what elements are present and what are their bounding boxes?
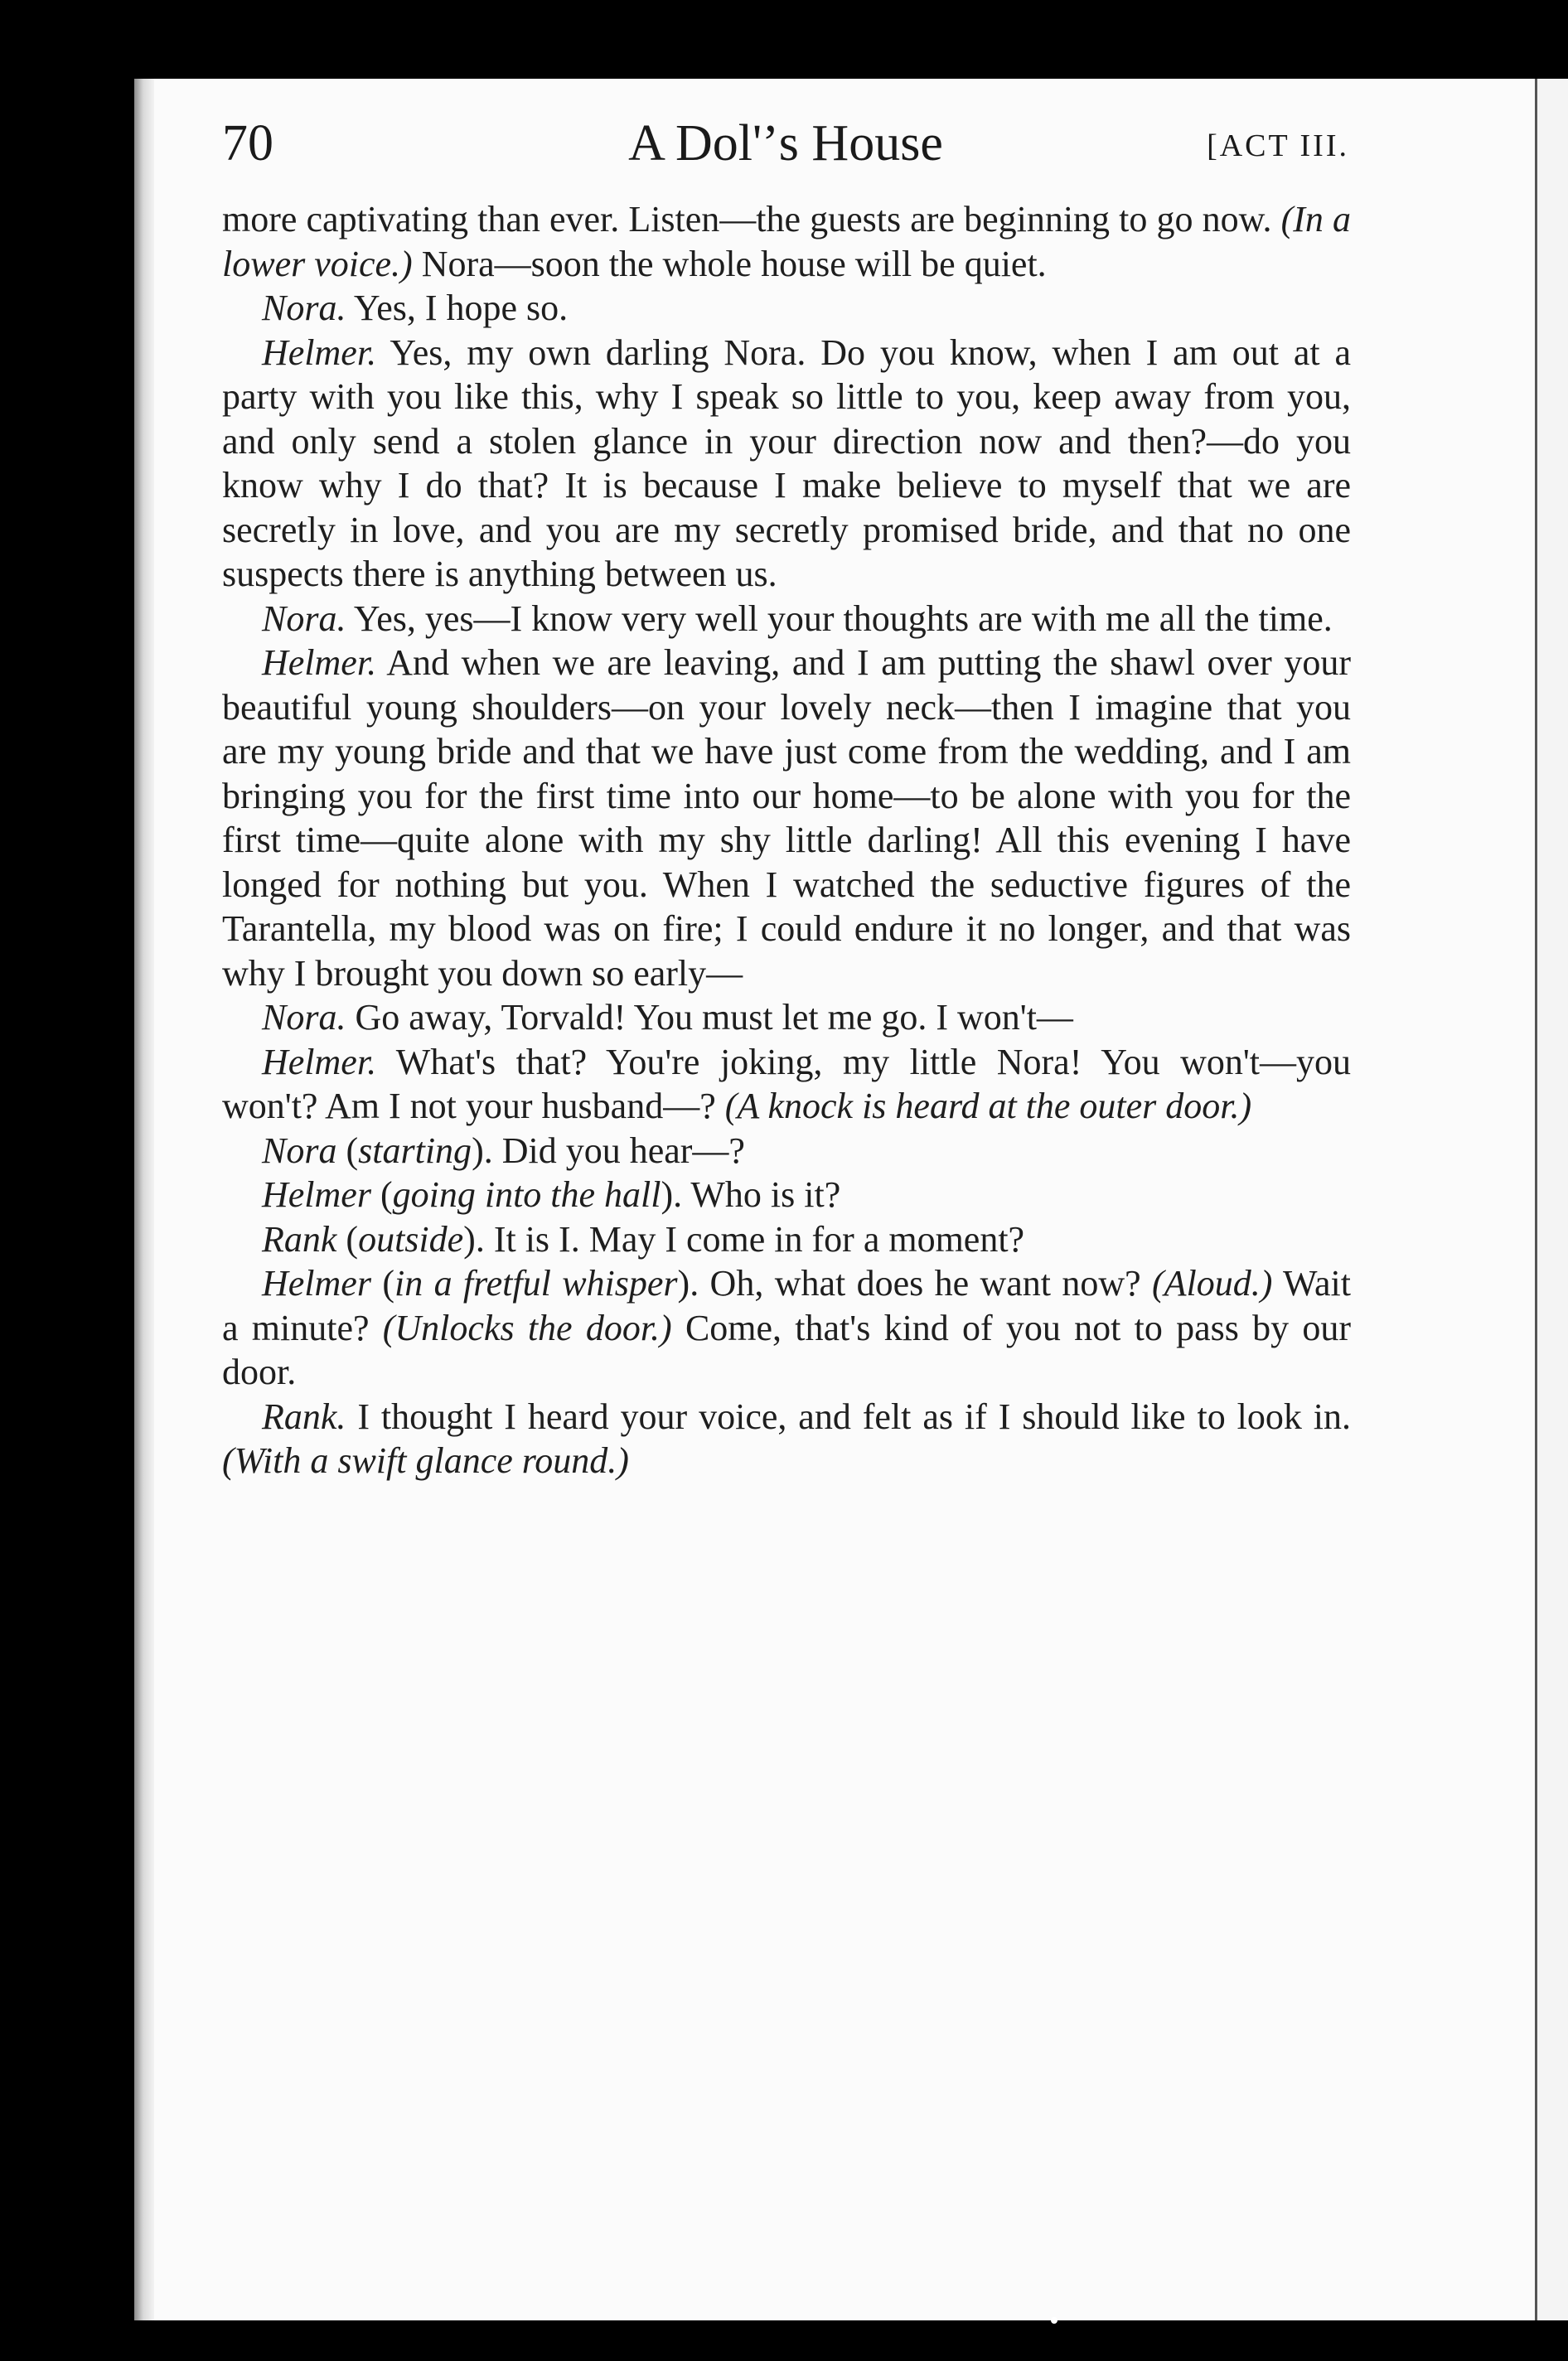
speaker-name: Helmer <box>262 1263 371 1304</box>
dialogue-text: What's that? You're joking, my little Nora! You won't—you won't? Am I not your husband—? <box>222 1041 1351 1126</box>
stage-direction: (A knock is heard at the outer door.) <box>724 1086 1252 1126</box>
play-text <box>222 197 1351 1483</box>
dialogue-text: ). It is I. May I come in for a moment? <box>463 1218 1025 1260</box>
page-gutter <box>134 79 154 2320</box>
stage-direction: (Aloud.) <box>1152 1263 1273 1304</box>
dialogue-paragraph <box>222 286 1351 331</box>
dialogue-text: ). Oh, what does he want now? <box>677 1263 1153 1304</box>
speaker-name: Rank <box>262 1218 337 1260</box>
speaker-name: Nora. <box>262 288 346 328</box>
dialogue-text: Yes, I hope so. <box>346 288 569 328</box>
dialogue-paragraph <box>222 1395 1351 1483</box>
dialogue-text: ( <box>336 1218 359 1260</box>
scan-speck <box>1051 2317 1057 2324</box>
facing-page-edge <box>1535 79 1568 2320</box>
stage-direction: starting <box>358 1130 472 1171</box>
dialogue-text: ( <box>370 1263 394 1304</box>
speaker-name: Helmer. <box>262 1041 377 1082</box>
speaker-name: Nora. <box>262 598 346 639</box>
dialogue-text: ). Did you hear—? <box>472 1130 745 1171</box>
dialogue-text: Go away, Torvald! You must let me go. I won't— <box>346 997 1073 1038</box>
stage-direction: outside <box>358 1218 464 1260</box>
dialogue-paragraph <box>222 1261 1351 1395</box>
dialogue-text: Nora—soon the whole house will be quiet. <box>412 243 1047 284</box>
speaker-name: Helmer. <box>262 331 377 373</box>
dialogue-text: Wait a minute? <box>222 1263 1351 1348</box>
dialogue-text: Come, that's kind of you not to pass by our door. <box>222 1307 1351 1392</box>
dialogue-text: Yes, yes—I know very well your thoughts are with me all the time. <box>346 598 1333 639</box>
dialogue-text: ). Who is it? <box>661 1174 841 1215</box>
stage-direction: (With a swift glance round.) <box>222 1440 629 1481</box>
dialogue-paragraph <box>222 331 1351 597</box>
dialogue-paragraph <box>222 1217 1351 1262</box>
stage-direction: in a fretful whisper <box>394 1263 678 1304</box>
speaker-name: Helmer. <box>262 642 377 683</box>
dialogue-paragraph <box>222 1173 1351 1217</box>
dialogue-paragraph <box>222 1129 1351 1173</box>
speaker-name: Rank. <box>262 1396 346 1437</box>
paragraph-continued <box>222 197 1351 286</box>
dialogue-text: I thought I heard your voice, and felt as if I should like to look in. <box>346 1396 1351 1437</box>
dialogue-paragraph <box>222 641 1351 995</box>
dialogue-paragraph <box>222 995 1351 1040</box>
speaker-name: Nora. <box>262 997 346 1038</box>
dialogue-text: Yes, my own darling Nora. Do you know, when I am out at a party with you like this, why I speak so little to you, keep away from you, and only send a stolen glance in your direction now and then?—do you know why I do that? It is because I make believe to myself that we are secretly in love, and you are my secretly promised bride, and that no one suspects there is anything between us. <box>222 331 1351 594</box>
act-label: [ACT III. <box>1207 128 1349 163</box>
dialogue-text: ( <box>370 1174 393 1215</box>
stage-direction: (Unlocks the door.) <box>382 1307 672 1348</box>
stage-direction: going into the hall <box>392 1174 661 1215</box>
stage-direction: (In a lower voice.) <box>222 199 1351 284</box>
speaker-name: Nora <box>262 1130 337 1171</box>
page-header <box>222 106 1349 172</box>
speaker-name: Helmer <box>262 1174 371 1215</box>
page-number: 70 <box>222 115 273 172</box>
dialogue-text: And when we are leaving, and I am putting the shawl over your beautiful young shoulders—on your lovely neck—then I imagine that you are my young bride and that we have just come from the wedding, and I am bringing you for the first time into our home—to be alone with you for the first time—quite alone with my shy little darling! All this evening I have longed for nothing but you. When I watched the seductive figures of the Tarantella, my blood was on fire; I could endure it no longer, and that was why I brought you down so early— <box>222 642 1351 994</box>
dialogue-text: ( <box>336 1130 359 1171</box>
dialogue-paragraph <box>222 597 1351 641</box>
dialogue-paragraph <box>222 1040 1351 1129</box>
running-title: A Dol'ʼs House <box>628 115 943 172</box>
dialogue-text: more captivating than ever. Listen—the guests are beginning to go now. <box>222 199 1281 239</box>
